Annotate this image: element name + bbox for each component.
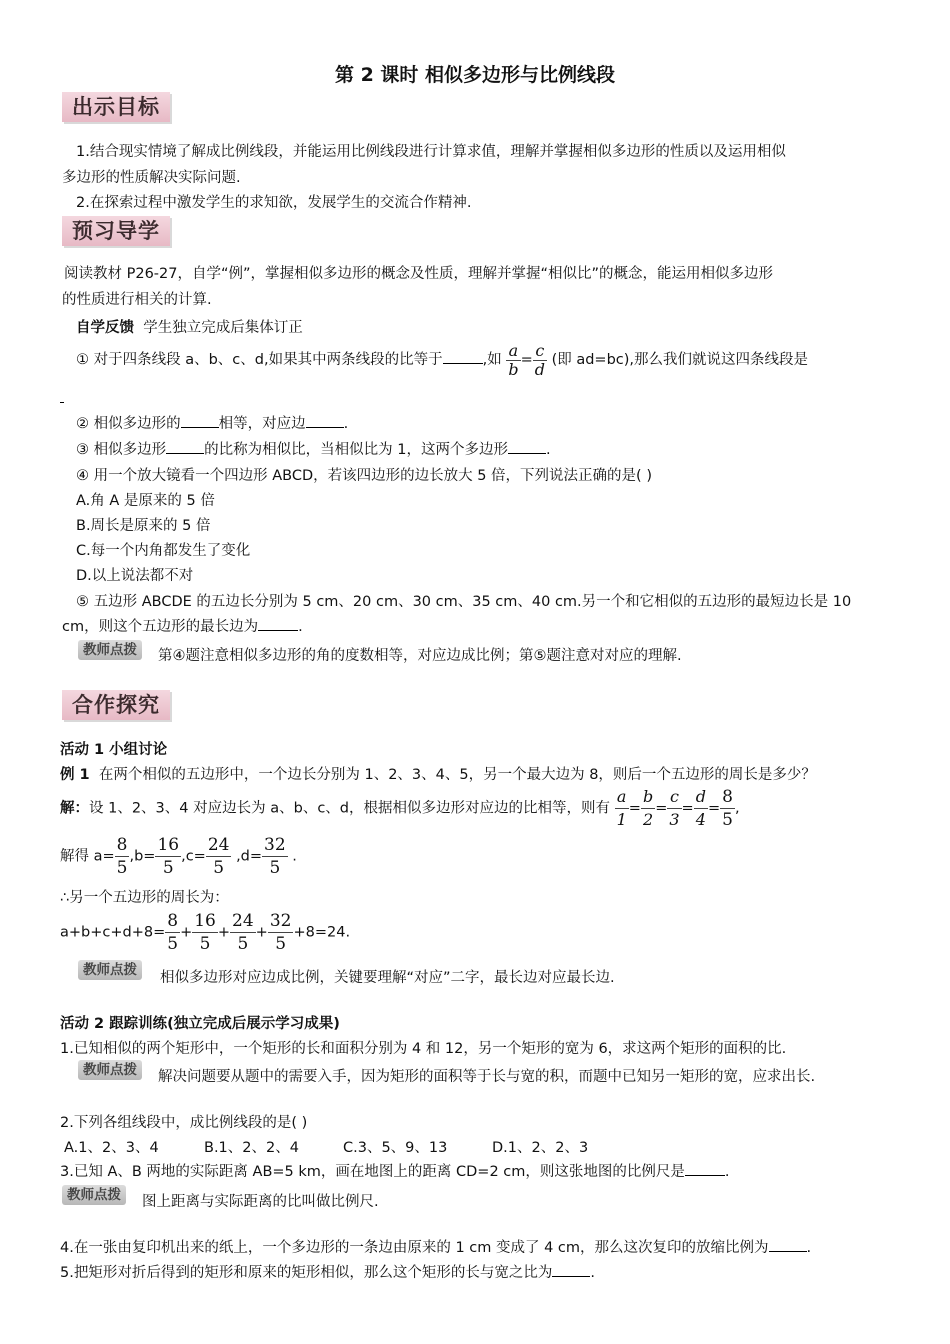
- goal-line-2: 多边形的性质解决实际问题.: [62, 170, 241, 186]
- q2-blank-2[interactable]: [306, 413, 344, 428]
- sum-term-2: $\frac{16}{5}$: [194, 911, 216, 954]
- practice-5: 5.把矩形对折后得到的矩形和原来的矩形相似，那么这个矩形的长与宽之比为 .: [60, 1261, 595, 1282]
- preview-intro-1: 阅读教材 P26-27，自学“例”，掌握相似多边形的概念及性质，理解并掌握“相似比”的概念，能运用相似多边形: [64, 266, 774, 282]
- fraction-c-over-d: $\frac{c}{d}$: [534, 340, 545, 379]
- q1-trailing-blank: [60, 388, 64, 407]
- p4-blank[interactable]: [769, 1237, 807, 1252]
- therefore-line: ∴另一个五边形的周长为：: [60, 890, 229, 906]
- question-1: ① 对于四条线段 a、b、c、d,如果其中两条线段的比等于 ,如 $\frac{a}{b}$ = $\frac{c}{d}$ (即 ad=bc),那么我们就说这四条线段是: [76, 340, 809, 379]
- activity-1-title: 活动 1 小组讨论: [60, 742, 168, 758]
- example-1: 例 1 在两个相似的五边形中，一个边长分别为 1、2、3、4、5，另一个最大边为 8，则后一个五边形的周长是多少？: [60, 767, 816, 783]
- practice-1: 1.已知相似的两个矩形中，一个矩形的长和面积分别为 4 和 12，另一个矩形的宽为 6，求这两个矩形的面积的比.: [60, 1041, 787, 1057]
- question-3: ③ 相似多边形 的比称为相似比，当相似比为 1，这两个多边形 .: [76, 438, 551, 459]
- tip-text-practice-3: 图上距离与实际距离的比叫做比例尺.: [142, 1194, 379, 1210]
- teacher-tip-badge: 教师点拨: [62, 1185, 126, 1205]
- result-b: $\frac{16}{5}$: [157, 835, 180, 878]
- ratio-d-4: $\frac{d}{4}$: [695, 787, 706, 829]
- question-5-line-2: cm，则这个五边形的最长边为 .: [62, 615, 303, 636]
- result-d: $\frac{32}{5}$: [264, 835, 286, 878]
- p2-option-d: D.1、2、2、3: [492, 1140, 589, 1156]
- section-badge-goals: 出示目标: [62, 92, 170, 122]
- goal-line-1: 1.结合现实情境了解成比例线段，并能运用比例线段进行计算求值，理解并掌握相似多边形的性质以及运用相似: [76, 144, 786, 160]
- perimeter-sum-line: a+b+c+d+8= $\frac{8}{5}$ + $\frac{16}{5}$ + $\frac{24}{5}$ + $\frac{32}{5}$ +8=24.: [60, 911, 351, 954]
- feedback-text: 学生独立完成后集体订正: [143, 320, 303, 336]
- q3-blank-2[interactable]: [508, 439, 546, 454]
- q5-blank[interactable]: [258, 616, 298, 631]
- feedback-line: [76, 316, 303, 337]
- tip-text-1: 第④题注意相似多边形的角的度数相等，对应边成比例；第⑤题注意对对应的理解.: [158, 648, 682, 664]
- feedback-label: 自学反馈: [76, 320, 134, 336]
- q4-option-b: B.周长是原来的 5 倍: [76, 518, 211, 534]
- teacher-tip-badge: 教师点拨: [78, 1060, 142, 1080]
- fraction-a-over-b: $\frac{a}{b}$: [508, 340, 519, 379]
- goal-line-3: 2.在探索过程中激发学生的求知欲，发展学生的交流合作精神.: [76, 195, 472, 211]
- question-2: ② 相似多边形的 相等，对应边 .: [76, 412, 348, 433]
- solution-line: 解：设 1、2、3、4 对应边长为 a、b、c、d，根据相似多边形对应边的比相等，则有 $\frac{a}{1}$ = $\frac{b}{2}$ = $\frac{c}{3}$ = $\frac{d}{4}$ = $\frac{8}{5}$ ,: [60, 787, 740, 830]
- p2-option-c: C.3、5、9、13: [343, 1140, 448, 1156]
- p2-option-b: B.1、2、2、4: [204, 1140, 299, 1156]
- question-4-stem: ④ 用一个放大镜看一个四边形 ABCD，若该四边形的边长放大 5 倍，下列说法正确的是( ): [76, 468, 652, 484]
- question-5-line-1: ⑤ 五边形 ABCDE 的五边长分别为 5 cm、20 cm、30 cm、35 cm、40 cm.另一个和它相似的五边形的最短边长是 10: [76, 594, 852, 610]
- activity-2-title: 活动 2 跟踪训练(独立完成后展示学习成果): [60, 1016, 340, 1032]
- q4-option-a: A.角 A 是原来的 5 倍: [76, 493, 215, 509]
- p5-blank[interactable]: [552, 1262, 590, 1277]
- solve-line: 解得 a= $\frac{8}{5}$ ,b= $\frac{16}{5}$ ,c= $\frac{24}{5}$ ,d= $\frac{32}{5}$ .: [60, 835, 297, 878]
- ratio-8-5: $\frac{8}{5}$: [722, 787, 733, 830]
- tip-text-activity-1: 相似多边形对应边成比例，关键要理解“对应”二字，最长边对应最长边.: [160, 970, 615, 986]
- result-c: $\frac{24}{5}$: [207, 835, 230, 878]
- q4-option-c: C.每一个内角都发生了变化: [76, 543, 251, 559]
- sum-term-3: $\frac{24}{5}$: [232, 911, 254, 954]
- practice-3: 3.已知 A、B 两地的实际距离 AB=5 km，画在地图上的距离 CD=2 cm，则这张地图的比例尺是 .: [60, 1160, 730, 1181]
- result-a: $\frac{8}{5}$: [116, 835, 128, 878]
- p3-blank[interactable]: [685, 1161, 725, 1176]
- practice-4: 4.在一张由复印机出来的纸上，一个多边形的一条边由原来的 1 cm 变成了 4 cm，那么这次复印的放缩比例为 .: [60, 1236, 811, 1257]
- sum-term-4: $\frac{32}{5}$: [269, 911, 292, 954]
- section-badge-preview: 预习导学: [62, 216, 170, 246]
- q3-blank-1[interactable]: [166, 439, 204, 454]
- page-title: 第 2 课时 相似多边形与比例线段: [334, 64, 616, 86]
- practice-2: 2.下列各组线段中，成比例线段的是( ): [60, 1115, 308, 1131]
- q1-text-a: ① 对于四条线段 a、b、c、d,如果其中两条线段的比等于: [76, 352, 443, 368]
- teacher-tip-badge: 教师点拨: [78, 640, 142, 660]
- ratio-b-2: $\frac{b}{2}$: [642, 787, 654, 829]
- q4-option-d: D.以上说法都不对: [76, 568, 194, 584]
- q1-text-c: (即 ad=bc),那么我们就说这四条线段是: [551, 352, 809, 368]
- q1-blank-1[interactable]: [443, 349, 483, 364]
- section-badge-coop: 合作探究: [62, 690, 170, 720]
- ratio-c-3: $\frac{c}{3}$: [669, 787, 680, 829]
- sum-term-1: $\frac{8}{5}$: [167, 911, 179, 954]
- q1-text-b: ,如: [482, 352, 502, 368]
- q2-blank-1[interactable]: [181, 413, 219, 428]
- ratio-a-1: $\frac{a}{1}$: [616, 787, 627, 829]
- preview-intro-2: 的性质进行相关的计算.: [62, 292, 212, 308]
- tip-text-practice-1: 解决问题要从题中的需要入手，因为矩形的面积等于长与宽的积，而题中已知另一矩形的宽，应求出长.: [158, 1069, 816, 1085]
- p2-option-a: A.1、2、3、4: [64, 1140, 159, 1156]
- teacher-tip-badge: 教师点拨: [78, 960, 142, 980]
